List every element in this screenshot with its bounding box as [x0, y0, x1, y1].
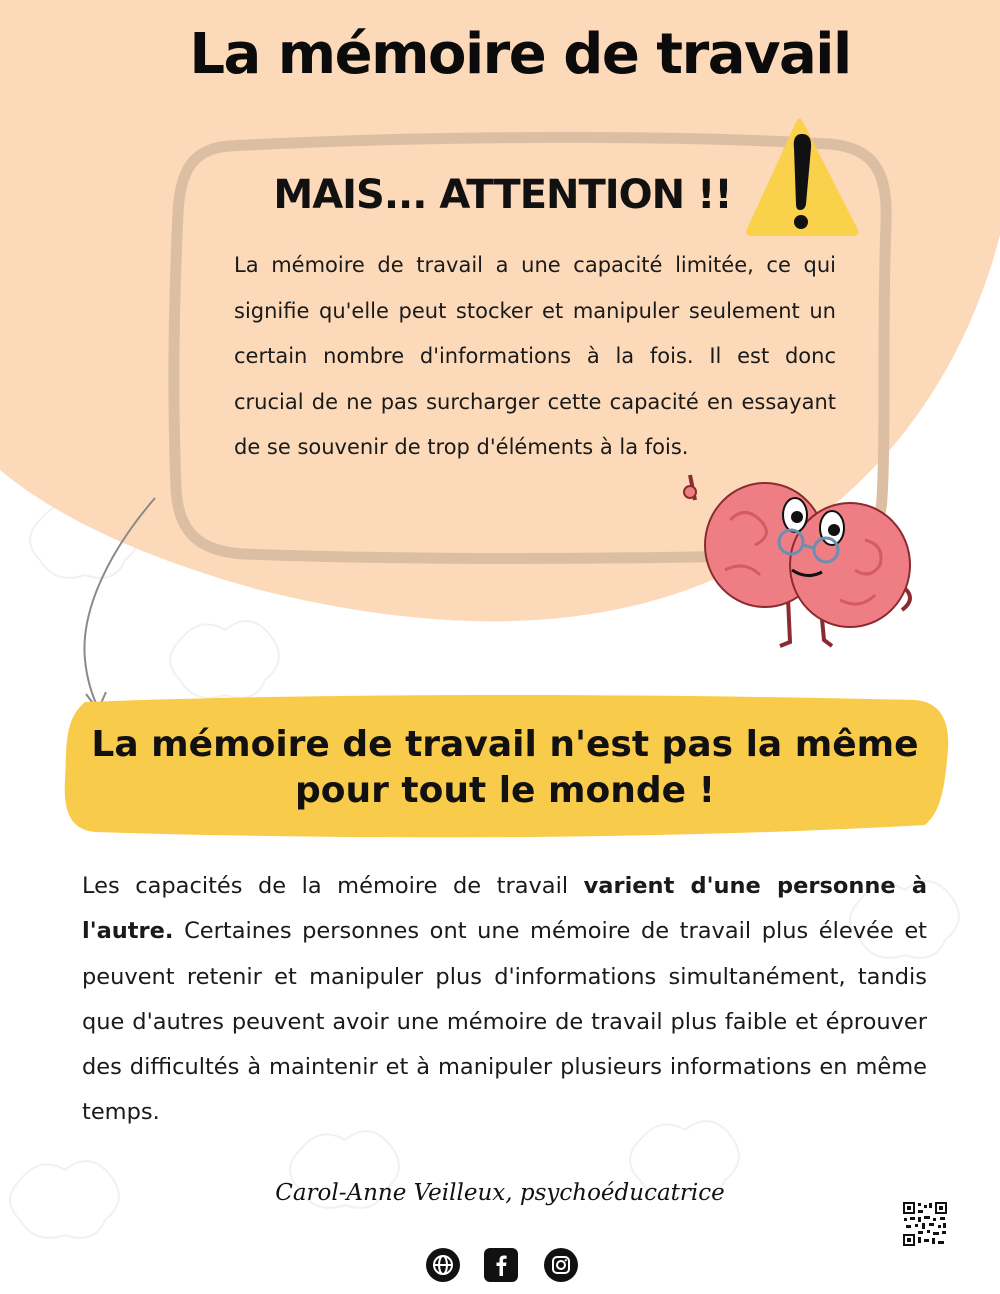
- banner-line-2: pour tout le monde !: [294, 770, 716, 811]
- body-paragraph: [82, 864, 927, 1136]
- brain-mascot: [680, 470, 930, 660]
- body-bold: varient d'une personne à l'autre.: [82, 873, 928, 945]
- body-intro: Les capacités de la mémoire de travail: [82, 873, 569, 899]
- banner-line-1: La mémoire de travail n'est pas la même: [91, 724, 919, 765]
- page-title: La mémoire de travail: [189, 22, 851, 87]
- callout-heading: MAIS... ATTENTION !!: [273, 172, 732, 218]
- curved-arrow: [70, 490, 170, 720]
- qr-code-icon[interactable]: [902, 1201, 948, 1247]
- instagram-icon[interactable]: [544, 1248, 578, 1282]
- facebook-icon[interactable]: [484, 1248, 518, 1282]
- author-signature: Carol-Anne Veilleux, psychoéducatrice: [275, 1180, 725, 1206]
- body-rest: Certaines personnes ont une mémoire de travail plus élevée et peuvent retenir et manipuler plus d'informations simultanément, tandis que d'autres peuvent avoir une mémoire de travail plus faible et éprouver des difficultés à maintenir et à manipuler plusieurs informations en même temps.: [82, 918, 927, 1126]
- banner-heading: [80, 722, 930, 814]
- callout-text: La mémoire de travail a une capacité limitée, ce qui signifie qu'elle peut stocker et manipuler seulement un certain nombre d'informations à la fois. Il est donc crucial de ne pas surcharger cette capacité en essayant de se souvenir de trop d'éléments à la fois.: [234, 253, 836, 459]
- globe-icon[interactable]: [426, 1248, 460, 1282]
